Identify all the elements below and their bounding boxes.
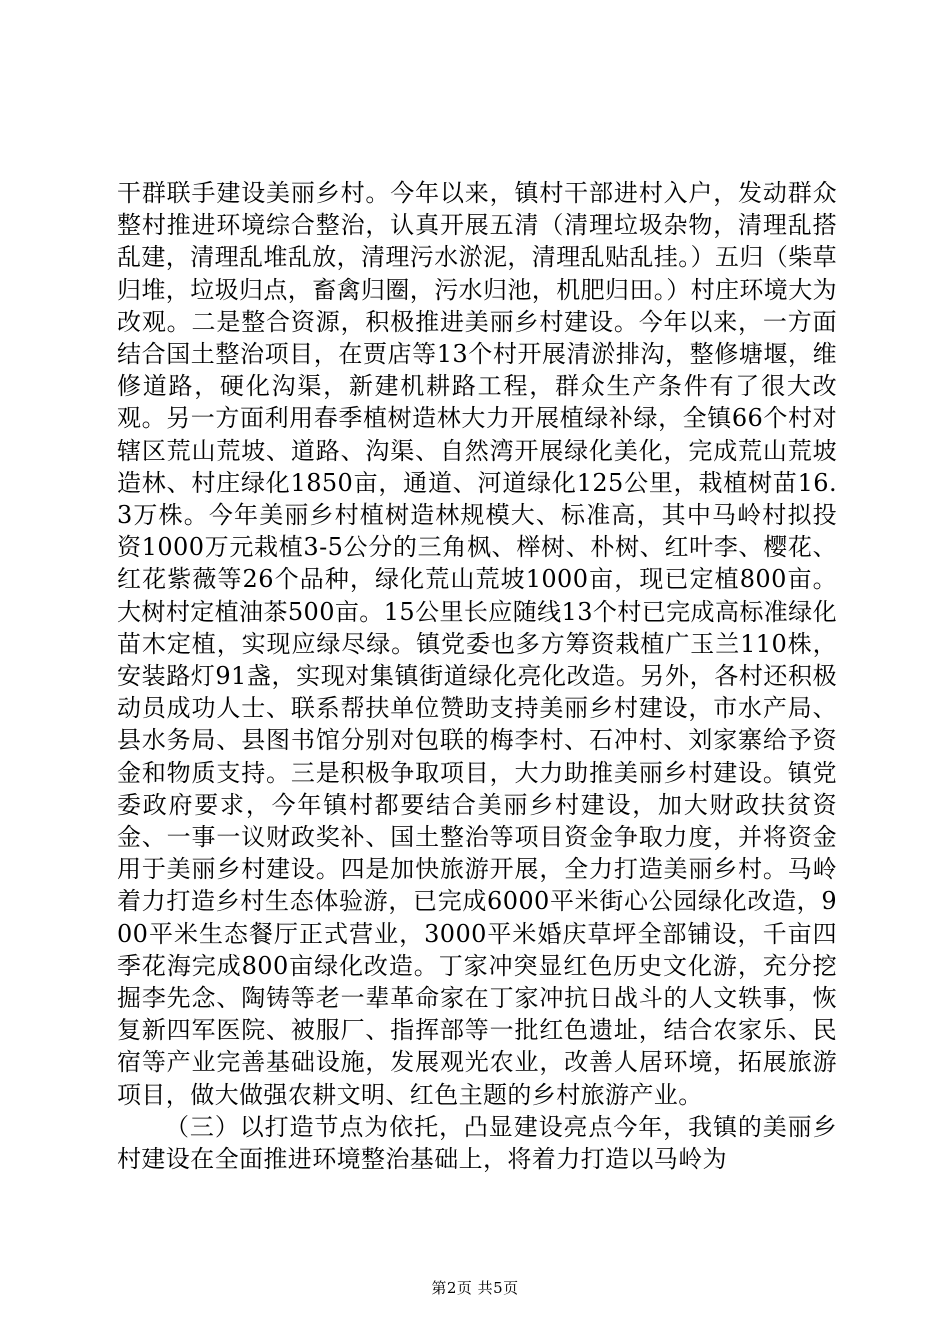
paragraph-2: （三）以打造节点为依托，凸显建设亮点今年，我镇的美丽乡村建设在全面推进环境整治基础上，将着力打造以马岭为 [117,1112,837,1174]
page-number-footer: 第2页 共5页 [431,1279,519,1297]
paragraph-1: 干群联手建设美丽乡村。今年以来，镇村干部进村入户，发动群众整村推进环境综合整治，认真开展五清（清理垃圾杂物，清理乱搭乱建，清理乱堆乱放，清理污水淤泥，清理乱贴乱挂。）五归（柴草归堆，垃圾归点，畜禽归圈，污水归池，机肥归田。）村庄环境大为改观。二是整合资源，积极推进美丽乡村建设。今年以来，一方面结合国土整治项目，在贾店等13个村开展清淤排沟，整修塘堰，维修道路，硬化沟渠，新建机耕路工程，群众生产条件有了很大改观。另一方面利用春季植树造林大力开展植绿补绿，全镇66个村对辖区荒山荒坡、道路、沟渠、自然湾开展绿化美化，完成荒山荒坡造林、村庄绿化1850亩，通道、河道绿化125公里，栽植树苗16.3万株。今年美丽乡村植树造林规模大、标准高，其中马岭村拟投资1000万元栽植3-5公分的三角枫、榉树、朴树、红叶李、樱花、红花紫薇等26个品种，绿化荒山荒坡1000亩，现已定植800亩。大树村定植油茶500亩。15公里长应随线13个村已完成高标准绿化苗木定植，实现应绿尽绿。镇党委也多方筹资栽植广玉兰110株，安装路灯91盏，实现对集镇街道绿化亮化改造。另外，各村还积极动员成功人士、联系帮扶单位赞助支持美丽乡村建设，市水产局、县水务局、县图书馆分别对包联的梅李村、石冲村、刘家寨给予资金和物质支持。三是积极争取项目，大力助推美丽乡村建设。镇党委政府要求，今年镇村都要结合美丽乡村建设，加大财政扶贫资金、一事一议财政奖补、国土整治等项目资金争取力度，并将资金用于美丽乡村建设。四是加快旅游开展，全力打造美丽乡村。马岭着力打造乡村生态体验游，已完成6000平米街心公园绿化改造，900平米生态餐厅正式营业，3000平米婚庆草坪全部铺设，千亩四季花海完成800亩绿化改造。丁家冲突显红色历史文化游，充分挖掘李先念、陶铸等老一辈革命家在丁家冲抗日战斗的人文轶事，恢复新四军医院、被服厂、指挥部等一批红色遗址，结合农家乐、民宿等产业完善基础设施，发展观光农业，改善人居环境，拓展旅游项目，做大做强农耕文明、红色主题的乡村旅游产业。 [117,179,837,1109]
body-text [117,177,837,1175]
